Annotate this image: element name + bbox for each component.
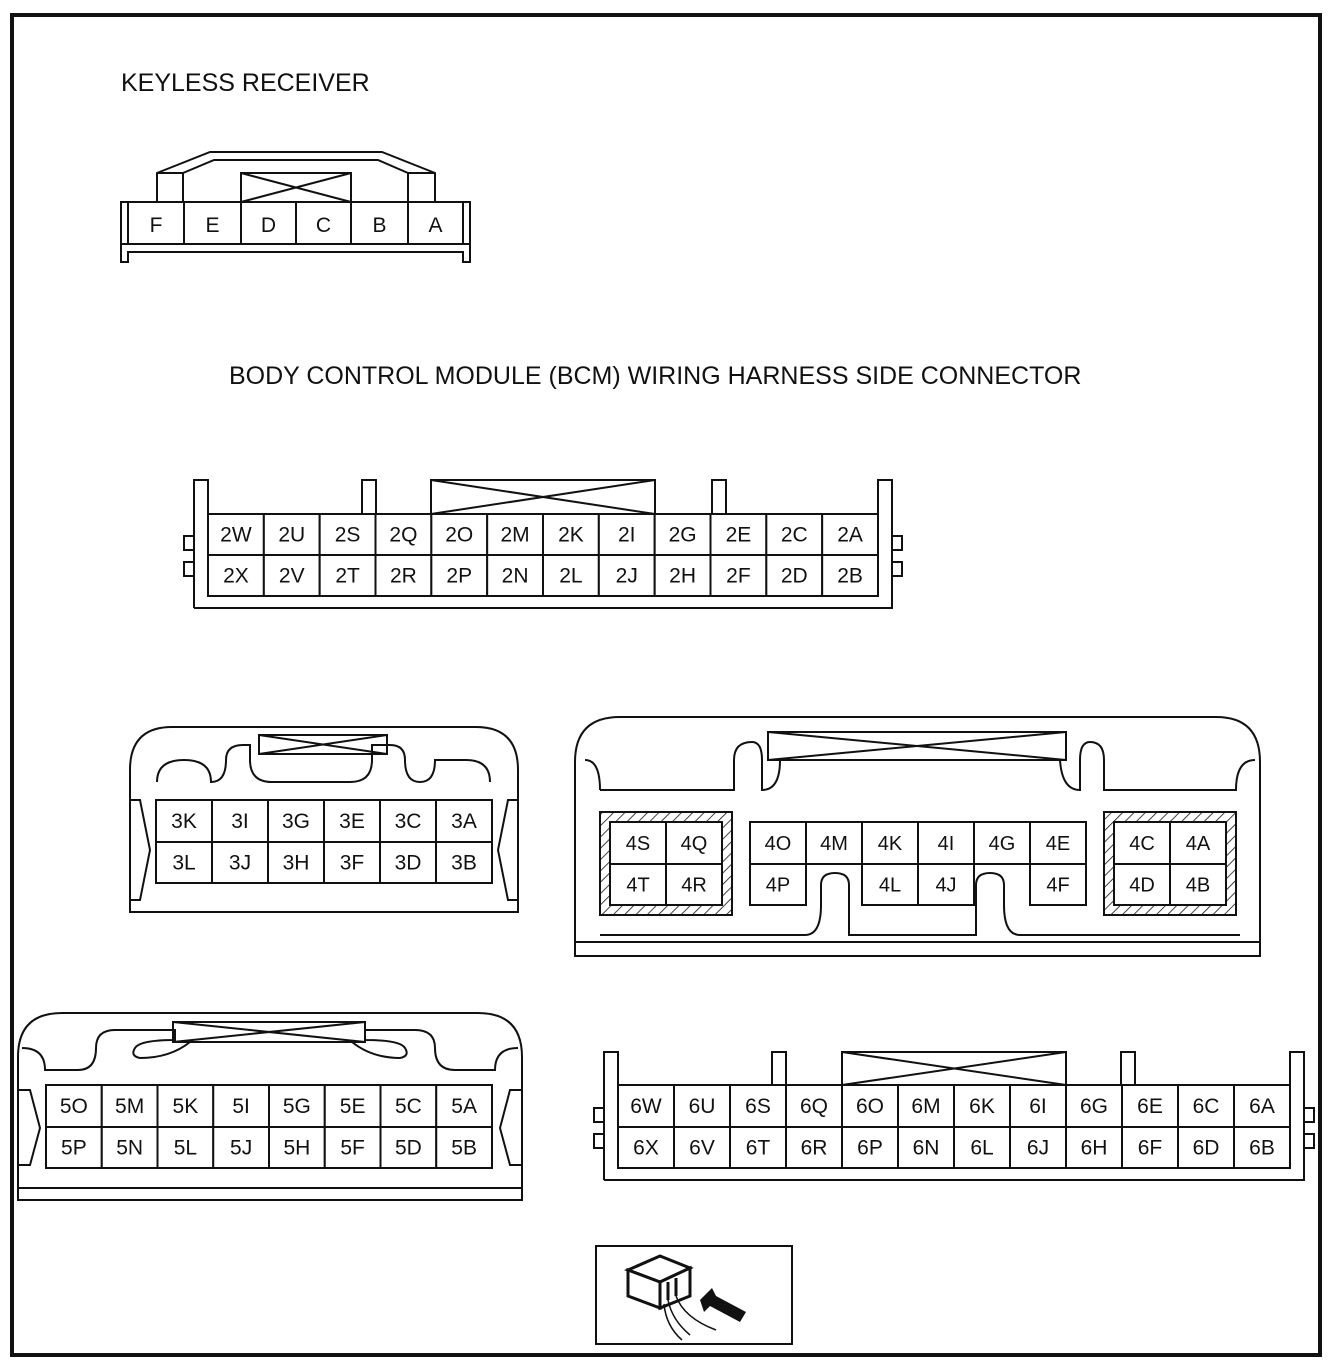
pin-label: 5K	[172, 1095, 199, 1118]
pin-label: 5N	[116, 1136, 144, 1160]
pin-label: 3L	[172, 851, 196, 875]
pin-label: 6B	[1249, 1136, 1275, 1160]
pin-label: 2N	[501, 564, 529, 588]
keyless-receiver-pins	[150, 202, 443, 244]
pin-label: 5C	[394, 1095, 422, 1118]
pin-label: 4D	[1129, 874, 1155, 897]
bcm-connector-5-pins	[46, 1085, 492, 1168]
pin-label: 4M	[820, 833, 848, 855]
pin-label: 2C	[780, 523, 808, 547]
pin-label: 5E	[339, 1095, 366, 1118]
pin-label: 6Q	[799, 1095, 829, 1118]
bcm-connector-6-pins	[618, 1085, 1290, 1168]
pin-label: 3A	[451, 810, 477, 833]
pin-label: 2M	[500, 523, 530, 547]
pin-label: 2K	[558, 523, 584, 547]
pin-label: 6G	[1079, 1095, 1109, 1118]
pin-label: 2U	[278, 523, 306, 547]
pin-label: 4B	[1185, 874, 1211, 897]
pin-label: 3F	[339, 851, 365, 875]
pin-label: 2D	[780, 564, 808, 588]
pin-label: 6A	[1249, 1095, 1275, 1118]
pin-label: 3E	[339, 810, 365, 833]
pin-label: A	[428, 214, 443, 237]
pin-label: 5B	[451, 1136, 477, 1160]
pin-label: 3H	[282, 851, 310, 875]
pin-label: D	[260, 214, 277, 237]
pin-label: 6P	[857, 1136, 883, 1160]
pin-label: 5D	[394, 1136, 422, 1160]
pin-label: 3K	[171, 810, 197, 833]
pin-label: 2Q	[389, 523, 418, 547]
bcm-connector-4-pins	[610, 822, 1226, 905]
pin-label: 4F	[1046, 874, 1070, 897]
pin-label: 6S	[745, 1095, 771, 1118]
pin-label: 5P	[61, 1136, 87, 1160]
pin-label: 2F	[726, 564, 751, 588]
pin-label: 6K	[969, 1095, 995, 1118]
pin-label: 5G	[282, 1095, 311, 1118]
pin-label: 6D	[1192, 1136, 1220, 1160]
pin-label: 4K	[877, 833, 903, 855]
pin-label: 2G	[668, 523, 697, 547]
bcm-title: BODY CONTROL MODULE (BCM) WIRING HARNESS SIDE CONNECTOR	[229, 362, 1082, 390]
pin-label: 5A	[451, 1095, 477, 1118]
pin-label: 5M	[115, 1095, 145, 1118]
pin-label: 2R	[389, 564, 417, 588]
pin-label: 6U	[688, 1095, 716, 1118]
pin-label: 5F	[340, 1136, 365, 1160]
pin-label: 3J	[228, 851, 252, 875]
pin-label: 2S	[334, 523, 361, 547]
pin-label: 4E	[1045, 833, 1071, 855]
harness-side-connector-probe-icon	[596, 1246, 792, 1344]
pin-label: 6T	[745, 1136, 771, 1160]
pin-label: B	[372, 214, 387, 237]
pin-label: 2E	[725, 523, 752, 547]
pin-label: 4Q	[680, 833, 708, 855]
pin-label: 2W	[220, 523, 252, 547]
pin-label: 6V	[689, 1136, 715, 1160]
pin-label: 6E	[1137, 1095, 1163, 1118]
pin-label: 2X	[223, 564, 249, 588]
pin-label: 2H	[669, 564, 697, 588]
pin-label: 4G	[988, 833, 1016, 855]
pin-label: 4C	[1129, 833, 1155, 855]
pin-label: 4I	[937, 833, 955, 855]
pin-label: 6O	[855, 1095, 885, 1118]
pin-label: 2J	[615, 564, 638, 588]
pin-label: 6L	[970, 1136, 994, 1160]
pin-label: 6C	[1192, 1095, 1220, 1118]
pin-label: 6I	[1029, 1095, 1047, 1118]
pin-label: 3I	[231, 810, 249, 833]
pin-label: 6M	[911, 1095, 941, 1118]
pin-label: 3C	[394, 810, 422, 833]
pin-label: 3G	[281, 810, 311, 833]
pin-label: 4T	[626, 874, 650, 897]
bcm-connector-3-pins	[156, 800, 492, 883]
pin-label: 4P	[765, 874, 791, 897]
pin-label: 2L	[559, 564, 583, 588]
pin-label: E	[205, 214, 220, 237]
pin-label: 4L	[878, 874, 902, 897]
pin-label: 2O	[445, 523, 474, 547]
pin-label: 4A	[1185, 833, 1211, 855]
pin-label: 6X	[633, 1136, 659, 1160]
pin-label: 4R	[681, 874, 707, 897]
pin-label: 2I	[617, 523, 636, 547]
pin-label: F	[149, 214, 163, 237]
pin-label: 3D	[394, 851, 422, 875]
pin-label: 2B	[837, 564, 863, 588]
pin-label: 3B	[451, 851, 477, 875]
pin-label: 6H	[1080, 1136, 1108, 1160]
pin-label: 6J	[1026, 1136, 1050, 1160]
pin-label: 2P	[446, 564, 473, 588]
pin-label: 6N	[912, 1136, 940, 1160]
pin-label: 4S	[625, 833, 651, 855]
pin-label: 5H	[283, 1136, 311, 1160]
pin-label: 5J	[230, 1136, 253, 1160]
pin-label: 4O	[764, 833, 792, 855]
pin-label: 5O	[59, 1095, 88, 1118]
pin-label: 5L	[173, 1136, 198, 1160]
pin-label: 6R	[800, 1136, 828, 1160]
pin-label: 5I	[232, 1095, 250, 1118]
pin-label: 2V	[278, 564, 305, 588]
pin-label: 2A	[837, 523, 863, 547]
pin-label: 6F	[1137, 1136, 1163, 1160]
bcm-connector-2-pins	[208, 514, 878, 596]
pin-label: 2T	[335, 564, 360, 588]
keyless-receiver-title: KEYLESS RECEIVER	[121, 69, 370, 97]
pin-label: C	[315, 214, 332, 237]
pin-label: 6W	[630, 1095, 662, 1118]
pin-label: 4J	[935, 874, 957, 897]
